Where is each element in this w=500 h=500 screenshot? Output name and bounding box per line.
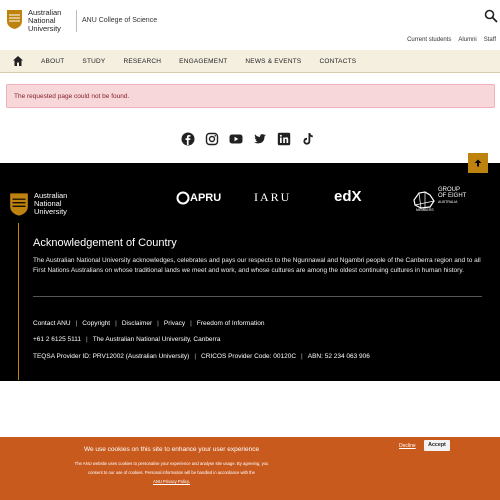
contact-anu-link[interactable]: Contact ANU [33,320,71,327]
nav-item-news-events[interactable]: NEWS & EVENTS [245,58,302,65]
decline-button[interactable]: Decline [399,443,416,449]
cookie-text-line: The ANU website uses cookies to personalise your experience and analyse site usage. By agreeing, you [74,461,269,466]
accept-button[interactable]: Accept [424,440,450,451]
go8-line: OF EIGHT [438,193,467,199]
cricos-code: CRICOS Provider Code: 00120C [201,353,297,360]
partner-logos [0,187,500,221]
logo-divider [76,10,77,32]
privacy-policy-link[interactable]: ANU Privacy Policy. [153,479,190,484]
arrow-up-icon [474,159,482,167]
edx-label: edX [334,188,362,205]
twitter-icon[interactable] [253,132,267,146]
copyright-link[interactable]: Copyright [82,320,111,327]
current-students-link[interactable]: Current students [407,37,452,43]
ack-title: Acknowledgement of Country [33,237,177,249]
group-of-eight-logo[interactable] [412,187,466,213]
logo-line: University [34,207,67,216]
apru-label: APRU [190,192,222,204]
privacy-link[interactable]: Privacy [163,320,186,327]
go8-members: MEMBERS [416,208,434,212]
cookie-text-line: consent to our use of cookies. Personal information will be handled in accordance with the [88,470,255,475]
cookie-banner [0,437,500,500]
go8-line: AUSTRALIA [438,200,458,204]
tiktok-icon[interactable] [301,132,315,146]
apru-logo[interactable] [176,191,221,205]
nav-item-research[interactable]: RESEARCH [123,58,162,65]
ack-body: The Australian National University acknowledges, celebrates and pays our respects to the Ngunnawal and Ngambri people of the Canberra region and to all First Nations Australians on whose traditional lands we meet and work, and whose cultures are among the oldest continuing cultures in human history. [33,257,481,274]
foi-link[interactable]: Freedom of Information [196,320,265,327]
disclaimer-link[interactable]: Disclaimer [121,320,153,327]
go8-line: GROUP [438,187,461,193]
iaru-label: IARU [254,190,292,204]
site-header [0,0,500,50]
nav-item-study[interactable]: STUDY [82,58,106,65]
cookie-title: We use cookies on this site to enhance your user experience [83,446,260,453]
abn: ABN: 52 234 063 906 [307,353,370,360]
logo-line: National [34,199,62,208]
edx-logo[interactable] [334,188,362,205]
logo-line: University [28,24,61,33]
teqsa-id: TEQSA Provider ID: PRV12002 (Australian University) [33,353,190,360]
anu-crest-icon [6,9,23,30]
site-footer [0,163,500,381]
error-alert: The requested page could not be found. [6,84,495,108]
back-to-top-button[interactable] [468,153,488,173]
logo-line: Australian [34,191,68,200]
staff-link[interactable]: Staff [483,37,496,43]
anu-logo[interactable] [6,9,61,33]
apru-circle-icon [176,191,190,205]
social-links [181,132,315,146]
footer-registration: TEQSA Provider ID: PRV12002 (Australian University) | CRICOS Provider Code: 00120C | ABN: 52 234 063 906 [33,353,370,360]
footer-divider [33,296,482,297]
youtube-icon[interactable] [229,132,243,146]
phone-number[interactable]: +61 2 6125 5111 [33,336,82,343]
nav-item-engagement[interactable]: ENGAGEMENT [179,58,228,65]
home-icon[interactable] [12,55,24,67]
alumni-link[interactable]: Alumni [458,37,477,43]
iaru-logo[interactable] [254,190,291,205]
main-nav [0,50,500,73]
instagram-icon[interactable] [205,132,219,146]
footer-accent-line [18,223,19,380]
address: The Australian National University, Canberra [92,336,221,343]
college-name[interactable]: ANU College of Science [82,17,158,24]
nav-item-about[interactable]: ABOUT [41,58,65,65]
logo-line: Australian [28,8,62,17]
search-icon[interactable] [484,9,498,23]
footer-contact: +61 2 6125 5111 | The Australian National University, Canberra [33,336,221,343]
nav-item-contacts[interactable]: CONTACTS [319,58,357,65]
facebook-icon[interactable] [181,132,195,146]
footer-links: Contact ANU | Copyright | Disclaimer | Privacy | Freedom of Information [33,320,265,327]
linkedin-icon[interactable] [277,132,291,146]
utility-links [407,37,496,43]
cookie-text [50,459,293,486]
logo-line: National [28,16,56,25]
